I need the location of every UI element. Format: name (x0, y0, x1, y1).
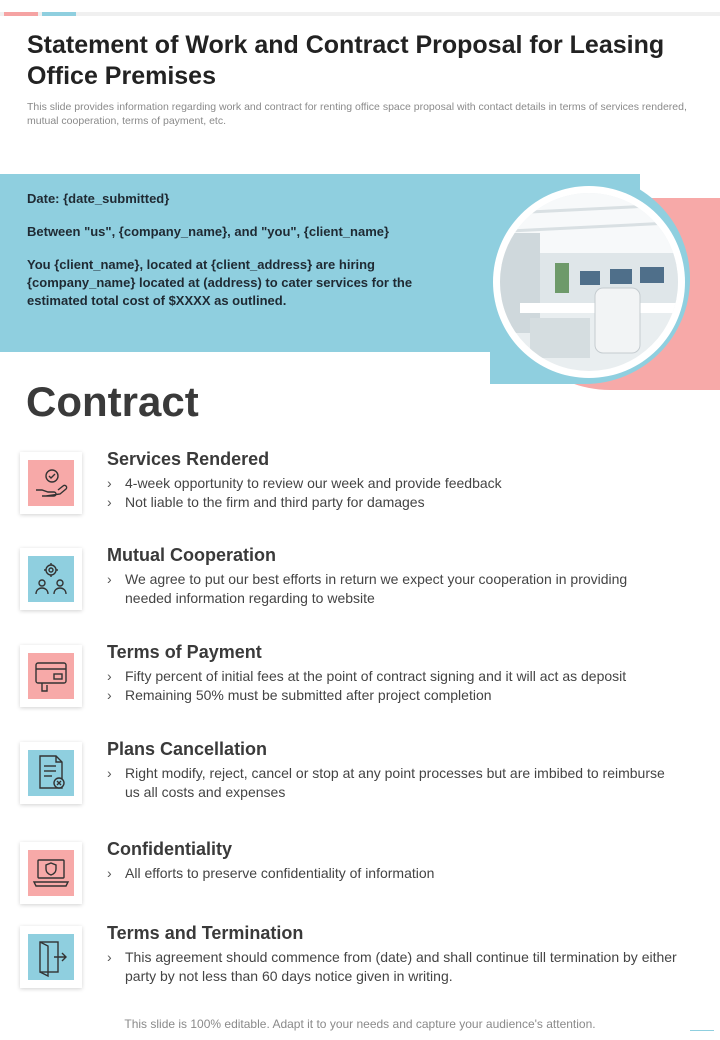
item-title: Services Rendered (107, 449, 270, 469)
corner-accent (690, 1030, 714, 1031)
team-gear-icon (28, 556, 74, 602)
between-line: Between "us", {company_name}, and "you", {client_name} (27, 224, 390, 239)
bullet: › Not liable to the firm and third party for damages (107, 493, 677, 512)
footer-note: This slide is 100% editable. Adapt it to your needs and capture your audience's attention. (124, 1017, 596, 1031)
hand-coin-icon (28, 460, 74, 506)
hiring-line: You {client_name}, located at {client_address} are hiring {company_name} located at (address) to cater services for the estimated total cost of $XXXX as outlined. (27, 257, 413, 308)
item-bullets (107, 948, 677, 986)
office-photo (500, 193, 678, 371)
exit-door-icon (28, 934, 74, 980)
laptop-shield-icon (28, 850, 74, 896)
credit-card-icon (28, 653, 74, 699)
icon-frame (20, 452, 82, 514)
item-title: Mutual Cooperation (107, 545, 276, 565)
bullet: › This agreement should commence from (date) and shall continue till termination by either party by not less than 60 days notice given in writing. (107, 948, 677, 986)
icon-frame (20, 645, 82, 707)
intro-text (27, 190, 437, 325)
item-title: Confidentiality (107, 839, 232, 859)
document-cancel-icon (28, 750, 74, 796)
top-accent-blue (42, 12, 76, 16)
bullet: › All efforts to preserve confidentiality of information (107, 864, 677, 883)
bullet: › 4-week opportunity to review our week and provide feedback (107, 474, 677, 493)
item-title: Terms and Termination (107, 923, 304, 943)
item-bullets (107, 667, 677, 705)
bullet: › Fifty percent of initial fees at the point of contract signing and it will act as deposit (107, 667, 677, 686)
icon-frame (20, 742, 82, 804)
item-bullets (107, 764, 677, 802)
icon-frame (20, 926, 82, 988)
bullet: › Right modify, reject, cancel or stop at any point processes but are imbibed to reimburse us all costs and expenses (107, 764, 677, 802)
icon-frame (20, 842, 82, 904)
item-bullets (107, 570, 677, 608)
item-bullets (107, 864, 677, 883)
top-accent-bar (0, 12, 720, 16)
icon-frame (20, 548, 82, 610)
page-subtitle: This slide provides information regarding work and contract for renting office space proposal with contact details in terms of services rendered, mutual cooperation, terms of payment, etc. (27, 101, 687, 127)
bullet: › Remaining 50% must be submitted after project completion (107, 686, 677, 705)
item-title: Plans Cancellation (107, 739, 268, 759)
bullet: › We agree to put our best efforts in return we expect your cooperation in providing needed information regarding to website (107, 570, 677, 608)
date-line: Date: {date_submitted} (27, 191, 170, 206)
top-accent-pink (4, 12, 38, 16)
item-title: Terms of Payment (107, 642, 262, 662)
page-title: Statement of Work and Contract Proposal for Leasing Office Premises (27, 31, 665, 90)
contract-heading: Contract (26, 378, 199, 425)
item-bullets (107, 474, 677, 512)
